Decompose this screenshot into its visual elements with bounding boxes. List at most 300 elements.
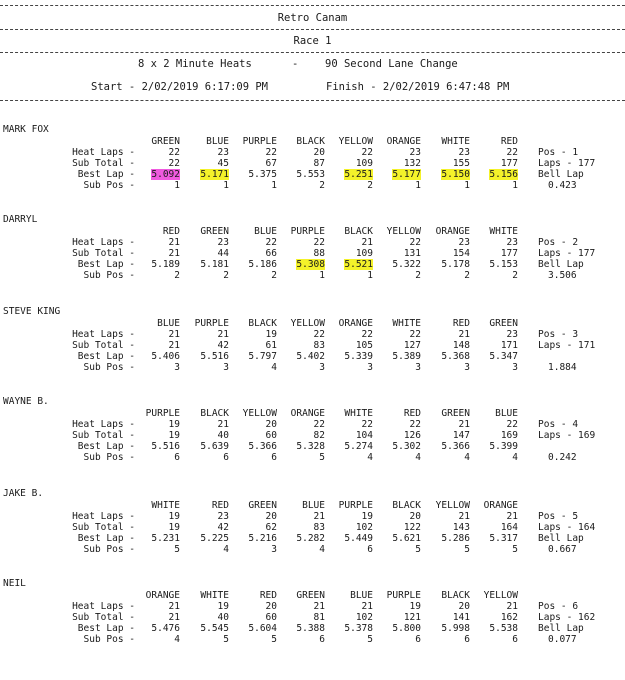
heat-laps-value: 19 — [217, 601, 229, 612]
sub-pos-value: 2 — [464, 270, 470, 281]
driver-block — [0, 578, 625, 668]
heat-laps-value: 19 — [409, 601, 421, 612]
heat-laps-value: 21 — [361, 601, 373, 612]
sub-pos-value: 1 — [223, 180, 229, 191]
gap-value: 0.667 — [548, 544, 577, 555]
best-lap-value: 5.368 — [441, 351, 470, 362]
sub-pos-value: 3 — [415, 362, 421, 373]
sub-pos-value: 2 — [415, 270, 421, 281]
heat-laps-value: 20 — [313, 147, 325, 158]
lane-color-header: GREEN — [200, 226, 229, 237]
best-lap-value: 5.150 — [441, 169, 470, 180]
sub-total-value: 148 — [452, 340, 470, 351]
heat-laps-value: 19 — [168, 419, 180, 430]
heat-laps-value: 23 — [217, 511, 229, 522]
best-lap-value: 5.186 — [248, 259, 277, 270]
top-divider — [0, 5, 625, 6]
driver-block — [0, 396, 625, 486]
heat-laps-value: 21 — [313, 601, 325, 612]
gap-value: 0.423 — [548, 180, 577, 191]
gap-value: 0.077 — [548, 634, 577, 645]
sub-total-value: 87 — [313, 158, 325, 169]
lane-color-header: WHITE — [489, 226, 518, 237]
best-lap-value: 5.302 — [392, 441, 421, 452]
best-lap-value: 5.521 — [344, 259, 373, 270]
sub-total-value: 171 — [500, 340, 518, 351]
sub-pos-value: 5 — [415, 544, 421, 555]
sub-total-value: 40 — [217, 612, 229, 623]
sub-total-value: 21 — [168, 248, 180, 259]
sub-total-value: 164 — [500, 522, 518, 533]
sub-total-value: 42 — [217, 522, 229, 533]
row-label: Sub Pos - — [83, 544, 135, 555]
sub-pos-value: 5 — [367, 634, 373, 645]
row-label: Best Lap - — [77, 169, 135, 180]
sub-total-value: 21 — [168, 340, 180, 351]
driver-block — [0, 124, 625, 214]
best-lap-value: 5.553 — [296, 169, 325, 180]
row-label: Sub Pos - — [83, 452, 135, 463]
heat-laps-value: 23 — [409, 147, 421, 158]
lane-color-header: BLACK — [248, 318, 277, 329]
heat-laps-value: 21 — [506, 511, 518, 522]
row-label: Best Lap - — [77, 441, 135, 452]
sub-pos-value: 1 — [415, 180, 421, 191]
sub-pos-value: 6 — [319, 634, 325, 645]
lane-color-header: ORANGE — [338, 318, 373, 329]
sub-total-value: 141 — [452, 612, 470, 623]
sub-pos-value: 4 — [464, 452, 470, 463]
heat-laps-value: 20 — [265, 601, 277, 612]
best-lap-value: 5.366 — [441, 441, 470, 452]
lane-color-header: GREEN — [489, 318, 518, 329]
laps-total: Laps - 164 — [538, 522, 596, 533]
lane-color-header: PURPLE — [386, 590, 421, 601]
heat-laps-value: 21 — [313, 511, 325, 522]
heat-laps-value: 20 — [409, 511, 421, 522]
lane-color-header: BLUE — [495, 408, 518, 419]
lane-color-header: RED — [211, 500, 229, 511]
heat-laps-value: 23 — [217, 147, 229, 158]
heat-laps-value: 19 — [361, 511, 373, 522]
row-label: Heat Laps - — [72, 419, 135, 430]
position-text: Pos - 1 — [538, 147, 579, 158]
best-lap-value: 5.800 — [392, 623, 421, 634]
sub-pos-value: 2 — [271, 270, 277, 281]
driver-block — [0, 488, 625, 578]
row-label: Heat Laps - — [72, 511, 135, 522]
best-lap-value: 5.322 — [392, 259, 421, 270]
sub-total-value: 22 — [168, 158, 180, 169]
sub-total-value: 88 — [313, 248, 325, 259]
sub-pos-value: 1 — [367, 270, 373, 281]
sub-total-value: 21 — [168, 612, 180, 623]
heat-laps-value: 21 — [458, 419, 470, 430]
row-label: Sub Pos - — [83, 180, 135, 191]
sub-total-value: 60 — [265, 430, 277, 441]
driver-block — [0, 214, 625, 304]
lane-color-header: BLACK — [296, 136, 325, 147]
heat-laps-value: 22 — [265, 147, 277, 158]
sub-total-value: 42 — [217, 340, 229, 351]
best-lap-value: 5.317 — [489, 533, 518, 544]
lane-change: 90 Second Lane Change — [325, 58, 458, 70]
header-bottom-divider — [0, 100, 625, 101]
sub-pos-value: 1 — [464, 180, 470, 191]
best-lap-value: 5.092 — [151, 169, 180, 180]
best-lap-value: 5.998 — [441, 623, 470, 634]
sub-total-value: 45 — [217, 158, 229, 169]
sub-pos-value: 3 — [223, 362, 229, 373]
sub-total-value: 62 — [265, 522, 277, 533]
sub-total-value: 83 — [313, 522, 325, 533]
best-lap-value: 5.449 — [344, 533, 373, 544]
lane-color-header: ORANGE — [483, 500, 518, 511]
heat-laps-value: 21 — [168, 329, 180, 340]
sub-pos-value: 2 — [319, 180, 325, 191]
heat-laps-value: 20 — [265, 419, 277, 430]
lane-color-header: BLUE — [302, 500, 325, 511]
best-lap-value: 5.189 — [151, 259, 180, 270]
driver-name: NEIL — [3, 578, 26, 589]
heat-laps-value: 21 — [217, 329, 229, 340]
sub-pos-value: 1 — [174, 180, 180, 191]
lane-color-header: BLACK — [200, 408, 229, 419]
sub-pos-value: 2 — [174, 270, 180, 281]
heat-laps-value: 22 — [313, 329, 325, 340]
lane-color-header: WHITE — [392, 318, 421, 329]
lane-color-header: YELLOW — [290, 318, 325, 329]
sub-pos-value: 5 — [271, 634, 277, 645]
best-lap-value: 5.171 — [200, 169, 229, 180]
sub-pos-value: 3 — [174, 362, 180, 373]
sub-pos-value: 3 — [271, 544, 277, 555]
best-lap-value: 5.181 — [200, 259, 229, 270]
best-lap-value: 5.308 — [296, 259, 325, 270]
sub-pos-value: 4 — [319, 544, 325, 555]
sub-total-value: 121 — [403, 612, 421, 623]
sub-total-value: 44 — [217, 248, 229, 259]
best-lap-value: 5.178 — [441, 259, 470, 270]
lane-color-header: YELLOW — [386, 226, 421, 237]
lap-note: Bell Lap — [538, 169, 584, 180]
row-label: Heat Laps - — [72, 237, 135, 248]
row-label: Heat Laps - — [72, 601, 135, 612]
heat-laps-value: 22 — [361, 147, 373, 158]
sub-pos-value: 3 — [512, 362, 518, 373]
laps-total: Laps - 177 — [538, 158, 596, 169]
lane-color-header: BLUE — [254, 226, 277, 237]
lane-color-header: BLUE — [157, 318, 180, 329]
row-label: Heat Laps - — [72, 329, 135, 340]
sub-total-value: 109 — [355, 248, 373, 259]
lane-color-header: ORANGE — [386, 136, 421, 147]
lane-color-header: ORANGE — [145, 590, 180, 601]
sub-total-value: 102 — [355, 522, 373, 533]
sub-total-value: 109 — [355, 158, 373, 169]
sub-total-value: 19 — [168, 430, 180, 441]
heat-laps-value: 23 — [506, 329, 518, 340]
heat-laps-value: 22 — [168, 147, 180, 158]
sub-total-value: 154 — [452, 248, 470, 259]
sub-pos-value: 2 — [512, 270, 518, 281]
sub-total-value: 132 — [403, 158, 421, 169]
lane-color-header: GREEN — [151, 136, 180, 147]
sub-pos-value: 5 — [512, 544, 518, 555]
sub-total-value: 147 — [452, 430, 470, 441]
sub-pos-value: 1 — [319, 270, 325, 281]
row-label: Sub Total - — [72, 248, 135, 259]
sub-pos-value: 5 — [464, 544, 470, 555]
lane-color-header: PURPLE — [194, 318, 229, 329]
lane-color-header: BLACK — [344, 226, 373, 237]
best-lap-value: 5.388 — [296, 623, 325, 634]
driver-name: WAYNE B. — [3, 396, 49, 407]
gap-value: 3.506 — [548, 270, 577, 281]
sub-pos-value: 4 — [367, 452, 373, 463]
lane-color-header: WHITE — [344, 408, 373, 419]
sub-total-value: 67 — [265, 158, 277, 169]
sub-total-value: 143 — [452, 522, 470, 533]
title-divider — [0, 29, 625, 30]
best-lap-value: 5.251 — [344, 169, 373, 180]
best-lap-value: 5.402 — [296, 351, 325, 362]
lane-color-header: GREEN — [248, 500, 277, 511]
best-lap-value: 5.216 — [248, 533, 277, 544]
row-label: Sub Total - — [72, 430, 135, 441]
heat-laps-value: 21 — [168, 237, 180, 248]
gap-value: 0.242 — [548, 452, 577, 463]
sub-total-value: 122 — [403, 522, 421, 533]
best-lap-value: 5.153 — [489, 259, 518, 270]
lane-color-header: RED — [500, 136, 518, 147]
row-label: Best Lap - — [77, 351, 135, 362]
best-lap-value: 5.621 — [392, 533, 421, 544]
lane-color-header: PURPLE — [242, 136, 277, 147]
driver-name: MARK FOX — [3, 124, 49, 135]
row-label: Sub Total - — [72, 522, 135, 533]
driver-name: DARRYL — [3, 214, 38, 225]
heat-laps-value: 19 — [265, 329, 277, 340]
heat-laps-value: 22 — [313, 419, 325, 430]
row-label: Sub Pos - — [83, 634, 135, 645]
lane-color-header: WHITE — [200, 590, 229, 601]
heat-laps-value: 21 — [458, 511, 470, 522]
sub-total-value: 155 — [452, 158, 470, 169]
sub-pos-value: 4 — [512, 452, 518, 463]
lane-color-header: BLUE — [350, 590, 373, 601]
lane-color-header: PURPLE — [338, 500, 373, 511]
lap-note: Bell Lap — [538, 623, 584, 634]
sub-total-value: 105 — [355, 340, 373, 351]
row-label: Sub Pos - — [83, 362, 135, 373]
best-lap-value: 5.639 — [200, 441, 229, 452]
best-lap-value: 5.604 — [248, 623, 277, 634]
sub-pos-value: 1 — [512, 180, 518, 191]
best-lap-value: 5.282 — [296, 533, 325, 544]
sub-total-value: 60 — [265, 612, 277, 623]
heat-laps-value: 22 — [313, 237, 325, 248]
best-lap-value: 5.516 — [151, 441, 180, 452]
heat-laps-value: 20 — [265, 511, 277, 522]
driver-name: STEVE KING — [3, 306, 61, 317]
best-lap-value: 5.538 — [489, 623, 518, 634]
heat-laps-value: 22 — [506, 147, 518, 158]
sub-pos-value: 4 — [415, 452, 421, 463]
sub-pos-value: 6 — [367, 544, 373, 555]
row-label: Heat Laps - — [72, 147, 135, 158]
sub-total-value: 127 — [403, 340, 421, 351]
laps-total: Laps - 169 — [538, 430, 596, 441]
row-label: Best Lap - — [77, 259, 135, 270]
lane-color-header: WHITE — [151, 500, 180, 511]
lane-color-header: WHITE — [441, 136, 470, 147]
lane-color-header: YELLOW — [242, 408, 277, 419]
sub-total-value: 81 — [313, 612, 325, 623]
best-lap-value: 5.347 — [489, 351, 518, 362]
race-divider — [0, 52, 625, 53]
heat-laps-value: 23 — [506, 237, 518, 248]
sub-pos-value: 2 — [223, 270, 229, 281]
heat-laps-value: 23 — [217, 237, 229, 248]
lane-color-header: BLACK — [441, 590, 470, 601]
sub-pos-value: 5 — [223, 634, 229, 645]
lane-color-header: RED — [452, 318, 470, 329]
laps-total: Laps - 162 — [538, 612, 596, 623]
best-lap-value: 5.406 — [151, 351, 180, 362]
position-text: Pos - 3 — [538, 329, 579, 340]
heat-laps-value: 22 — [265, 237, 277, 248]
sub-pos-value: 6 — [174, 452, 180, 463]
report-title: Retro Canam — [277, 12, 348, 24]
lane-color-header: ORANGE — [290, 408, 325, 419]
sub-pos-value: 5 — [174, 544, 180, 555]
sub-total-value: 66 — [265, 248, 277, 259]
lane-color-header: RED — [259, 590, 277, 601]
sub-total-value: 177 — [500, 248, 518, 259]
heat-laps-value: 21 — [217, 419, 229, 430]
lane-color-header: BLACK — [392, 500, 421, 511]
sub-pos-value: 4 — [271, 362, 277, 373]
lane-color-header: RED — [162, 226, 180, 237]
lane-color-header: YELLOW — [483, 590, 518, 601]
sub-pos-value: 2 — [367, 180, 373, 191]
best-lap-value: 5.797 — [248, 351, 277, 362]
sub-pos-value: 4 — [174, 634, 180, 645]
lap-note: Bell Lap — [538, 259, 584, 270]
sub-pos-value: 5 — [319, 452, 325, 463]
best-lap-value: 5.156 — [489, 169, 518, 180]
best-lap-value: 5.399 — [489, 441, 518, 452]
lane-color-header: YELLOW — [338, 136, 373, 147]
finish-time: Finish - 2/02/2019 6:47:48 PM — [326, 81, 510, 93]
sub-total-value: 162 — [500, 612, 518, 623]
sub-pos-value: 6 — [464, 634, 470, 645]
lane-color-header: ORANGE — [435, 226, 470, 237]
best-lap-value: 5.476 — [151, 623, 180, 634]
sub-total-value: 19 — [168, 522, 180, 533]
row-label: Sub Total - — [72, 158, 135, 169]
heat-laps-value: 21 — [168, 601, 180, 612]
heat-laps-value: 22 — [506, 419, 518, 430]
sub-total-value: 169 — [500, 430, 518, 441]
heat-laps-value: 19 — [168, 511, 180, 522]
best-lap-value: 5.339 — [344, 351, 373, 362]
best-lap-value: 5.328 — [296, 441, 325, 452]
heat-laps-value: 21 — [361, 237, 373, 248]
sub-total-value: 126 — [403, 430, 421, 441]
sub-total-value: 82 — [313, 430, 325, 441]
sub-total-value: 40 — [217, 430, 229, 441]
heat-laps-value: 22 — [409, 419, 421, 430]
row-label: Sub Total - — [72, 612, 135, 623]
heat-laps-value: 23 — [458, 147, 470, 158]
row-label: Sub Pos - — [83, 270, 135, 281]
lane-color-header: RED — [403, 408, 421, 419]
heat-laps-value: 20 — [458, 601, 470, 612]
best-lap-value: 5.274 — [344, 441, 373, 452]
row-label: Sub Total - — [72, 340, 135, 351]
sub-pos-value: 3 — [319, 362, 325, 373]
position-text: Pos - 4 — [538, 419, 579, 430]
position-text: Pos - 5 — [538, 511, 579, 522]
lane-color-header: GREEN — [441, 408, 470, 419]
start-time: Start - 2/02/2019 6:17:09 PM — [91, 81, 269, 93]
best-lap-value: 5.177 — [392, 169, 421, 180]
lap-note: Bell Lap — [538, 533, 584, 544]
gap-value: 1.884 — [548, 362, 577, 373]
heat-laps-value: 22 — [361, 329, 373, 340]
best-lap-value: 5.225 — [200, 533, 229, 544]
lane-color-header: PURPLE — [290, 226, 325, 237]
position-text: Pos - 6 — [538, 601, 579, 612]
heat-laps-value: 21 — [506, 601, 518, 612]
sub-pos-value: 3 — [367, 362, 373, 373]
driver-block — [0, 306, 625, 396]
sub-total-value: 131 — [403, 248, 421, 259]
laps-total: Laps - 171 — [538, 340, 596, 351]
format-separator: - — [292, 58, 299, 70]
best-lap-value: 5.378 — [344, 623, 373, 634]
heat-laps-value: 21 — [458, 329, 470, 340]
lane-color-header: GREEN — [296, 590, 325, 601]
sub-total-value: 83 — [313, 340, 325, 351]
best-lap-value: 5.366 — [248, 441, 277, 452]
sub-pos-value: 1 — [271, 180, 277, 191]
lane-color-header: BLUE — [206, 136, 229, 147]
heat-laps-value: 22 — [409, 329, 421, 340]
best-lap-value: 5.375 — [248, 169, 277, 180]
best-lap-value: 5.545 — [200, 623, 229, 634]
sub-total-value: 177 — [500, 158, 518, 169]
lane-color-header: YELLOW — [435, 500, 470, 511]
laps-total: Laps - 177 — [538, 248, 596, 259]
sub-pos-value: 6 — [223, 452, 229, 463]
best-lap-value: 5.516 — [200, 351, 229, 362]
driver-name: JAKE B. — [3, 488, 44, 499]
sub-pos-value: 3 — [464, 362, 470, 373]
row-label: Best Lap - — [77, 623, 135, 634]
sub-pos-value: 6 — [271, 452, 277, 463]
position-text: Pos - 2 — [538, 237, 579, 248]
sub-total-value: 102 — [355, 612, 373, 623]
sub-pos-value: 4 — [223, 544, 229, 555]
heat-laps-value: 22 — [409, 237, 421, 248]
row-label: Best Lap - — [77, 533, 135, 544]
lane-color-header: PURPLE — [145, 408, 180, 419]
best-lap-value: 5.286 — [441, 533, 470, 544]
sub-pos-value: 6 — [415, 634, 421, 645]
